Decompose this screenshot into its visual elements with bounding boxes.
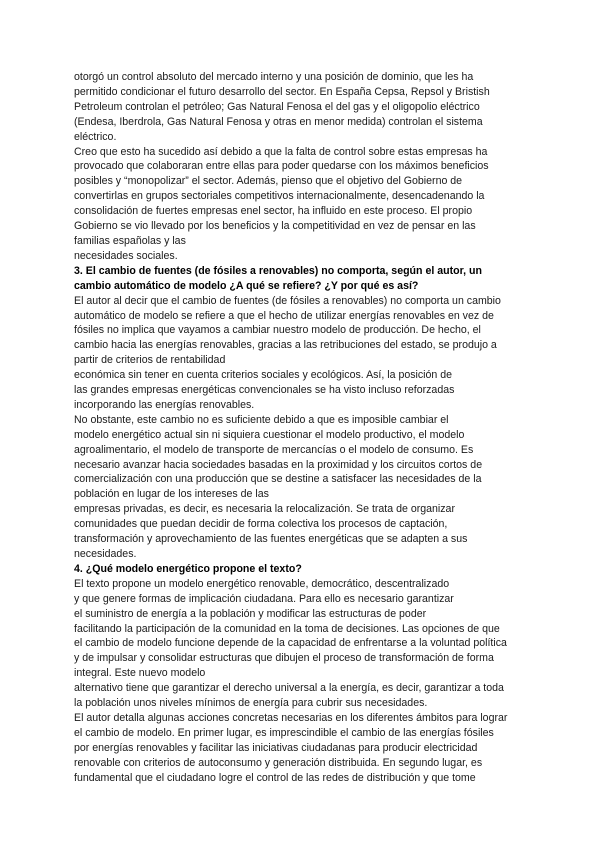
section-heading-line: 3. El cambio de fuentes (de fósiles a renovables) no comporta, según el autor, un bbox=[74, 264, 482, 277]
paragraph-line: el suministro de energía a la población y modificar las estructuras de poder bbox=[74, 607, 427, 620]
paragraph-line: incorporando las energías renovables. bbox=[74, 398, 255, 411]
paragraph-line: automático de modelo se refiere a que el hecho de utilizar energías renovables en vez de bbox=[74, 309, 494, 322]
paragraph-line: posibles y “monopolizar” el sector. Además, pienso que el objetivo del Gobierno de bbox=[74, 175, 463, 188]
paragraph-line: necesidades sociales. bbox=[74, 249, 178, 262]
paragraph-line: por energías renovables y facilitar las iniciativas ciudadanas para producir electricidad bbox=[74, 741, 478, 754]
paragraph-line: necesario avanzar hacia sociedades basadas en la proximidad y los circuitos cortos de bbox=[74, 458, 483, 471]
paragraph-line: alternativo tiene que garantizar el derecho universal a la energía, es decir, garantizar a toda bbox=[74, 682, 504, 695]
paragraph-line: fundamental que el ciudadano logre el control de las redes de distribución y que tome bbox=[74, 771, 476, 784]
paragraph-line: necesidades. bbox=[74, 548, 137, 560]
paragraph-line: la población unos niveles mínimos de energía para cubrir sus necesidades. bbox=[74, 697, 428, 710]
paragraph-line: convertirlas en grupos sectoriales competitivos internacionalmente, desencadenando la bbox=[74, 190, 485, 203]
paragraph-line: El autor al decir que el cambio de fuentes (de fósiles a renovables) no comporta un cambio bbox=[74, 294, 501, 307]
paragraph-line: y de impulsar y consolidar estructuras que dibujen el proceso de transformación de forma bbox=[74, 652, 494, 665]
paragraph-line: El autor detalla algunas acciones concretas necesarias en los diferentes ámbitos para lograr bbox=[74, 711, 508, 724]
paragraph-line: El texto propone un modelo energético renovable, democrático, descentralizado bbox=[74, 577, 450, 590]
paragraph-line: renovable con criterios de autoconsumo y generación distribuida. En segundo lugar, es bbox=[74, 756, 483, 769]
paragraph-line: otorgó un control absoluto del mercado interno y una posición de dominio, que les ha bbox=[74, 71, 474, 83]
paragraph-line: provocado que colaboraran entre ellas para poder quedarse con los máximos beneficios bbox=[74, 160, 489, 173]
paragraph-line: población en lugar de los intereses de las bbox=[74, 488, 269, 501]
paragraph-line: consolidación de fuertes empresas enel sector, ha influido en este proceso. El propio bbox=[74, 205, 473, 218]
paragraph-line: partir de criterios de rentabilidad bbox=[74, 354, 226, 367]
paragraph-line: transformación y aprovechamiento de las fuentes energéticas que se adapten a sus bbox=[74, 533, 468, 546]
paragraph-line: (Endesa, Iberdrola, Gas Natural Fenosa y otras en menor medida) controlan el sistema bbox=[74, 115, 483, 128]
paragraph-line: comercialización con una producción que se destine a satisfacer las necesidades de la bbox=[74, 473, 482, 486]
paragraph-line: permitido condicionar el futuro desarrollo del sector. En España Cepsa, Repsol y Bristish bbox=[74, 85, 490, 98]
paragraph-line: cambio hacia las energías renovables, gracias a las retribuciones del estado, se produjo a bbox=[74, 339, 497, 352]
paragraph-line: modelo energético actual sin ni siquiera cuestionar el modelo productivo, el modelo bbox=[74, 428, 465, 441]
paragraph-line: comunidades que puedan decidir de forma colectiva los procesos de captación, bbox=[74, 518, 448, 531]
paragraph-line: familias españolas y las bbox=[74, 234, 186, 247]
paragraph-line: Gobierno se vio llevado por los beneficios y la competitividad en vez de pensar en las bbox=[74, 220, 476, 233]
paragraph-line: integral. Este nuevo modelo bbox=[74, 667, 206, 680]
section-heading-line: 4. ¿Qué modelo energético propone el texto? bbox=[74, 562, 302, 575]
paragraph-line: Creo que esto ha sucedido así debido a que la falta de control sobre estas empresas ha bbox=[74, 145, 488, 158]
paragraph-line: agroalimentario, el modelo de transporte de mercancías o el modelo de consumo. Es bbox=[74, 443, 474, 456]
paragraph-line: las grandes empresas energéticas convencionales se ha visto incluso reforzadas bbox=[74, 384, 455, 397]
paragraph-line: eléctrico. bbox=[74, 130, 117, 143]
paragraph-line: empresas privadas, es decir, es necesaria la relocalización. Se trata de organizar bbox=[74, 503, 455, 516]
paragraph-line: Petroleum controlan el petróleo; Gas Natural Fenosa el del gas y el oligopolio eléctrico bbox=[74, 100, 480, 113]
paragraph-line: y que genere formas de implicación ciudadana. Para ello es necesario garantizar bbox=[74, 592, 454, 605]
paragraph-line: fósiles no implica que vayamos a cambiar nuestro modelo de producción. De hecho, el bbox=[74, 324, 481, 337]
paragraph-line: el cambio de modelo. En primer lugar, es imprescindible el cambio de las energías fósiles bbox=[74, 726, 494, 739]
paragraph-line: No obstante, este cambio no es suficiente debido a que es imposible cambiar el bbox=[74, 413, 449, 426]
paragraph-line: el cambio de modelo funcione depende de la capacidad de enfrentarse a la voluntad política bbox=[74, 637, 507, 650]
paragraph-line: facilitando la participación de la comunidad en la toma de decisiones. Las opciones de que bbox=[74, 622, 500, 635]
document-text bbox=[74, 70, 530, 786]
section-heading-line: cambio automático de modelo ¿A qué se refiere? ¿Y por qué es así? bbox=[74, 279, 419, 292]
paragraph-line: económica sin tener en cuenta criterios sociales y ecológicos. Así, la posición de bbox=[74, 369, 453, 382]
